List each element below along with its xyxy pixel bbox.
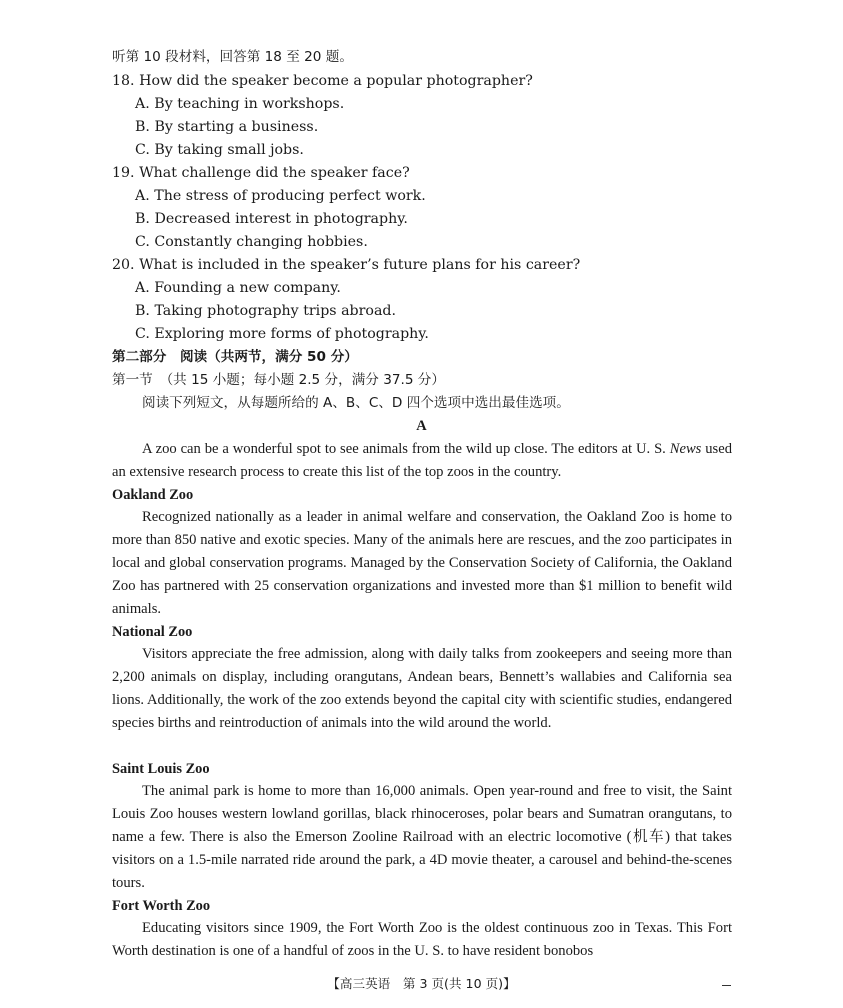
- reading-instruction: 阅读下列短文，从每题所给的 A、B、C、D 四个选项中选出最佳选项。: [142, 395, 570, 411]
- reading-part-title: 第二部分 阅读（共两节，满分 50 分）: [112, 349, 358, 365]
- question-20: 20. What is included in the speaker’s future plans for his career?: [112, 257, 581, 273]
- passage-intro-pre: A zoo can be a wonderful spot to see animals from the wild up close. The editors at U. S.: [142, 441, 670, 457]
- zoo-heading-national: National Zoo: [112, 624, 193, 640]
- question-18: 18. How did the speaker become a popular photographer?: [112, 73, 533, 89]
- question-19-option-a: A. The stress of producing perfect work.: [135, 188, 426, 204]
- question-18-option-c: C. By taking small jobs.: [135, 142, 304, 158]
- question-19-option-c: C. Constantly changing hobbies.: [135, 234, 368, 250]
- zoo-heading-saint-louis: Saint Louis Zoo: [112, 761, 210, 777]
- question-20-option-b: B. Taking photography trips abroad.: [135, 303, 397, 319]
- zoo-heading-oakland: Oakland Zoo: [112, 487, 194, 503]
- corner-mark: [722, 985, 731, 986]
- passage-intro-source: News: [669, 441, 702, 457]
- zoo-text-saint-louis: The animal park is home to more than 16,000 animals. Open year-round and free to visit, the Saint Louis Zoo houses western lowland gorillas, black rhinoceroses, polar bears and Sumatran orangutans, to name a few. There is also the Emerson Zooline Railroad with an electric locomotive (机车) that takes visitors on a 1.5-mile narrated ride around the park, a 4D movie theater, a carousel and behind-the-scenes tours.: [112, 783, 732, 891]
- passage-intro-post: used an extensive research process to create this list of the top zoos in the country.: [112, 441, 732, 480]
- zoo-heading-fort-worth: Fort Worth Zoo: [112, 898, 211, 914]
- question-20-option-a: A. Founding a new company.: [135, 280, 341, 296]
- question-19: 19. What challenge did the speaker face?: [112, 165, 410, 181]
- question-19-option-b: B. Decreased interest in photography.: [135, 211, 408, 227]
- zoo-text-oakland: Recognized nationally as a leader in animal welfare and conservation, the Oakland Zoo is home to more than 850 native and exotic species. Many of the animals here are rescues, and the zoo participates in local and global conservation programs. Managed by the Conservation Society of California, the Oakland Zoo has partnered with 25 conservation organizations and invested more than $1 million to benefit wild animals.: [112, 509, 732, 617]
- zoo-text-fort-worth: Educating visitors since 1909, the Fort Worth Zoo is the oldest continuous zoo in Texas. This Fort Worth destination is one of a handful of zoos in the U. S. to have resident bonobos: [112, 920, 732, 959]
- question-20-option-c: C. Exploring more forms of photography.: [135, 326, 429, 342]
- listening-intro: 听第 10 段材料，回答第 18 至 20 题。: [112, 49, 353, 65]
- zoo-text-national: Visitors appreciate the free admission, along with daily talks from zookeepers and seeing more than 2,200 animals on display, including orangutans, Andean bears, Bennett’s wallabies and California sea lions. Additionally, the work of the zoo extends beyond the capital city with scientific studies, endangered species births and reintroduction of animals into the wild around the world.: [112, 646, 732, 731]
- passage-letter: A: [416, 418, 427, 434]
- page-footer: 【高三英语 第 3 页(共 10 页)】: [327, 976, 516, 991]
- question-18-option-b: B. By starting a business.: [135, 119, 319, 135]
- question-18-option-a: A. By teaching in workshops.: [135, 96, 345, 112]
- passage-intro: [112, 438, 732, 484]
- reading-section-title: 第一节 （共 15 小题；每小题 2.5 分，满分 37.5 分）: [112, 372, 445, 388]
